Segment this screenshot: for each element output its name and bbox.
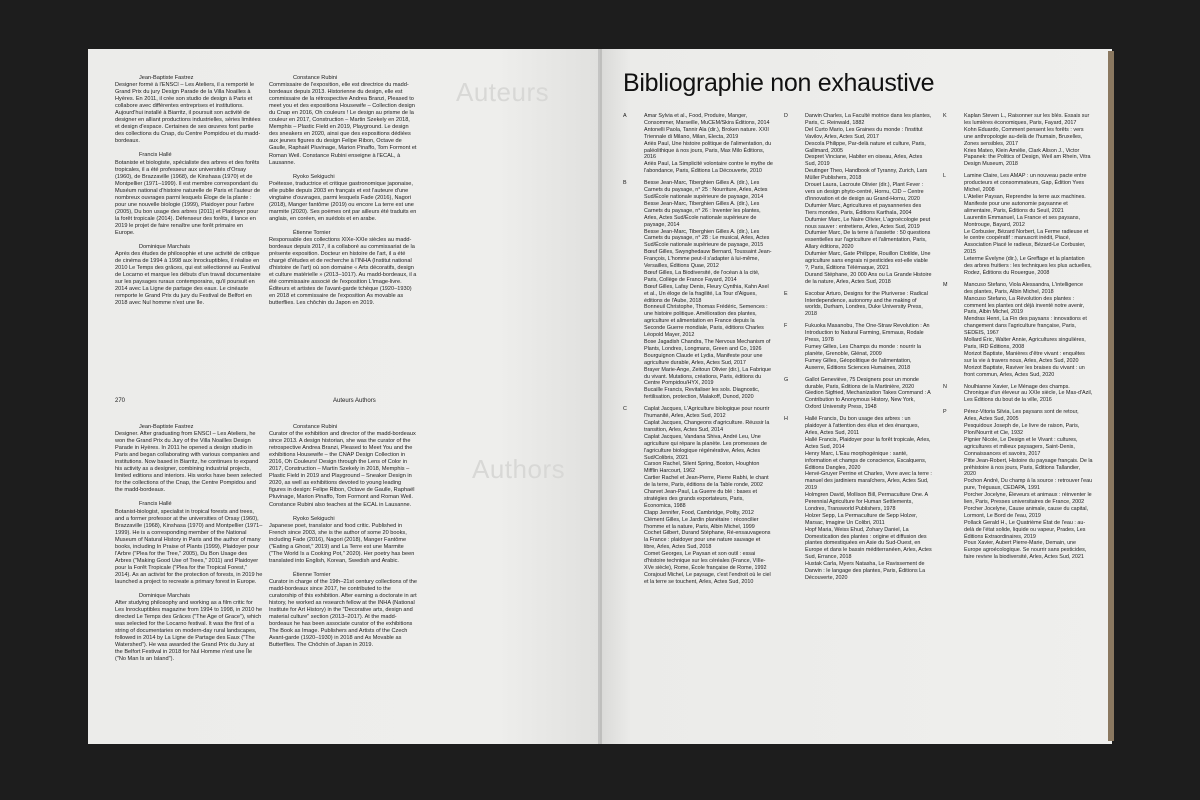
author-name: Dominique Marchais <box>139 593 190 600</box>
bibliography-entry: Descola Philippe, Par-delà nature et culture, Paris, Gallimard, 2005 <box>805 140 926 154</box>
french-bios-column-2 <box>269 75 417 314</box>
author-name: Francis Hallé <box>139 152 172 159</box>
bibliography-entry: Dufumier Marc, Gate Philippe, Rouillon Clotilde, Une agriculture sans engrais ni pesticides est-elle viable ?, Paris, Éditions Télémaque, 2021 <box>805 251 931 271</box>
bibliography-entry: Mendras Henri, La Fin des paysans : innovations et changement dans l'agriculture française, Paris, SEDEIS, 1967 <box>964 316 1087 337</box>
bibliography-entry: Mancuso Stefano, La Révolution des plantes : comment les plantes ont déjà inventé notre avenir, Paris, Albin Michel, 2019 <box>964 295 1085 316</box>
bibliography-entry: Porcher Jocelyne, Éleveurs et animaux : réinventer le lien, Paris, Presses universitaires de France, 2002 <box>964 492 1092 506</box>
right-page <box>600 49 1112 744</box>
section-label: Auteurs Authors <box>333 398 376 404</box>
bibliography-entry: Pitte Jean-Robert, Histoire du paysage français. De la préhistoire à nos jours, Paris, Éditions Tallandier, 2020 <box>964 457 1093 478</box>
bibliography-entry: Escobar Arturo, Designs for the Pluriverse : Radical Interdependence, autonomy and the making of worlds, Durham, Londres, Duke University Press, 2018 <box>805 290 928 318</box>
bibliography-entry: Bœuf Gilles, La Biodiversité, de l'océan à la cité, Paris, Collège de France Fayard, 2014 <box>644 269 760 283</box>
bibliography-entry: Hustak Carla, Myers Natasha, Le Ravissement de Darwin : le langage des plantes, Paris, Éditions La Découverte, 2020 <box>805 561 926 581</box>
author-name: Dominique Marchais <box>139 244 190 251</box>
bibliography-letter-group <box>784 113 932 286</box>
author-bio <box>269 174 417 223</box>
bibliography-entry: Kries Mateo, Klein Amélie, Clark Alison J., Victor Papanek: the Politics of Design, Weil am Rhein, Vitra Design Museum, 2018 <box>964 147 1091 168</box>
bibliography-letter: C <box>623 406 627 413</box>
bibliography-entry: Dufumier Marc, Le Naire Olivier, L'agroécologie peut nous sauver : entretiens, Arles, Actes Sud, 2019 <box>805 216 931 230</box>
bibliography-letter-group <box>784 416 932 582</box>
author-bio-text: Designer formé à l'ENSCI – Les Ateliers, il a remporté le Grand Prix du jury Design Parade de la Villa Noailles à Hyères. En 2011, il crée son studio de design à Paris et collabore avec différentes entreprises et institutions. Aujourd'hui installé à Biarritz, il poursuit son activité de designer en alliant productions industrielles, séries limitées et design d'espace. Certaines de ses œuvres font partie des collections du Cnap, du Centre Pompidou et du madd-bordeaux. <box>115 82 261 145</box>
author-name: Étienne Tornier <box>293 229 331 236</box>
bibliography-entry: Brayer Marie-Ange, Zeitoun Olivier (dir.), La Fabrique du vivant. Mutations, créations, Paris, éditions du Centre Pompidou/HYX, 2019 <box>644 366 772 387</box>
author-bio-text: Curator in charge of the 19th–21st century collections of the madd-bordeaux since 2017, he contributed to the curatorship of this exhibition. After earning a doctorate in art history, he worked as research fellow at the INHA (National Institute for Art History) in the "Decorative arts, design and material culture" section (2013–2017). At the madd-bordeaux he has been associate curator of the exhibitions The Book as Image. Publishers and Artists of the Czech Avant-garde (1920–1930) in 2018 and As Movable as Butterflies. The Chôchin of Japan in 2019. <box>269 578 418 649</box>
author-bio-text: After studying philosophy and working as a film critic for Les Inrockuptibles magazine from 1994 to 1998, in 2010 he directed Le Temps des Grâces ("The Age of Grace"), which was selected for the Locarno festival. It was the first of a string of documentaries on modern-day rural landscapes, followed in 2014 by La Ligne de Partage des Eaux ("The Watershed"). He was awarded the Grand Prix du Jury at the Belfort Festival in 2018 for Nul Homme n'est une Île ("No Man Is an Island"). <box>115 600 263 663</box>
author-bio <box>115 501 263 586</box>
bibliography-letter: A <box>623 113 627 119</box>
bibliography-entry: Pollack Gerald H., Le Quatrième État de l'eau : au-delà de l'état solide, liquide ou vapeur, Prades, Les Éditions Extraordinaires, 2019 <box>964 519 1086 540</box>
bibliography-entry: Kaplan Steven L., Raisonner sur les blés. Essais sur les lumières économiques, Paris, Fayard, 2017 <box>964 113 1090 126</box>
author-name: Étienne Tornier <box>293 571 331 578</box>
bibliography-entry: Pesquidoux Joseph de, Le livre de raison, Paris, Plon/Nourrit et Cie, 1932 <box>964 423 1080 436</box>
bibliography-entry: Caplat Jacques, Vandana Shiva, André Leu, Une agriculture qui répare la planète. Les promesses de l'agriculture biologique régénérative, Arles, Actes Sud/Colibris, 2021 <box>644 433 767 461</box>
bibliography-letter-group <box>623 180 773 401</box>
author-bio <box>115 244 263 307</box>
author-bio-text: Designer. After graduating from ENSCI – Les Ateliers, he won the Grand Prix du Jury of the Villa Noailles Design Parade in Hyères. In 2011 he opened a design studio in Paris and began collaborating with various companies and institutions. Now based in Biarritz, he continues to expand his activity as a designer, combining industrial projects, limited editions and interiors. His works have been selected for the collections of the Cnap, the Centre Pompidou and the madd-bordeaux. <box>115 431 262 494</box>
bibliography-entry: Kohn Eduardo, Comment pensent les forêts : vers une anthropologie au-delà de l'humain, Bruxelles, Zones sensibles, 2017 <box>964 126 1084 147</box>
english-bios-column-1 <box>115 424 263 671</box>
bibliography-column-1 <box>623 113 773 591</box>
bibliography-letter-group <box>943 173 1093 277</box>
bibliography-letter-group <box>784 291 932 319</box>
author-name: Jean-Baptiste Fastrez <box>139 424 194 430</box>
bibliography-entry: Bose Jagadish Chandra, The Nervous Mechanism of Plants, Londres, Longmans, Green and Co, 1926 <box>644 339 771 352</box>
bibliography-entry: Hopf Maria, Weiss Ehud, Zohary Daniel, La Domestication des plantes : origine et diffusion des plantes domestiquées en Asie du Sud-Ouest, en Europe et dans le bassin méditerranéen, Arles, Actes Sud, Errance, 2018 <box>805 526 932 561</box>
bibliography-entry: Deutinger Theo, Handbook of Tyranny, Zurich, Lars Müller Publishers, 2018 <box>805 168 928 182</box>
author-bio <box>115 75 263 145</box>
author-bio <box>269 572 417 650</box>
page-edge <box>1108 51 1114 741</box>
author-bio-text: Poétesse, traductrice et critique gastronomique japonaise, elle publie depuis 2003 en français et est l'auteure d'une vingtaine d'ouvrages, parmi lesquels Fade (2016), Nagori (2018), Manger fantôme (2019) ou encore La terre est une marmite (2020). Ses poèmes ont par ailleurs été traduits en anglais, en coréen, en suédois et en arabe. <box>269 180 417 222</box>
bibliography-entry: Amar Sylvia et al., Food, Produire, Manger, Consommer, Marseille, MuCEM/Skira Éditions, 2014 <box>644 113 770 126</box>
author-name: Ryoko Sekiguchi <box>293 515 335 522</box>
bibliography-entry: Henry Marc, L'Eau morphogénique : santé, information et champs de conscience, Escalquens, Éditions Dangles, 2020 <box>805 450 927 471</box>
bibliography-letter: P <box>943 409 947 416</box>
bibliography-letter: G <box>784 376 789 383</box>
bibliography-entry: Clapp Jennifer, Food, Cambridge, Polity, 2012 <box>644 509 754 516</box>
bibliography-entry: Besse Jean-Marc, Tiberghien Gilles A. (dir.), Les Carnets du paysage, n° 25 : Nourriture, Arles, Actes Sud/École nationale supérieure de paysage, 2014 <box>644 180 768 200</box>
bibliography-entry: Cochet Gilbert, Durand Stéphane, Ré-ensauvageons la France : plaidoyer pour une nature sauvage et libre, Arles, Actes Sud, 2018 <box>644 530 771 551</box>
bibliography-entry: Ariès Paul, Une histoire politique de l'alimentation, du paléolithique à nos jours, Paris, Max Milo Éditions, 2016 <box>644 140 772 161</box>
author-name: Francis Hallé <box>139 501 172 508</box>
page-number: 270 <box>115 398 126 404</box>
bibliography-letter: H <box>784 416 788 423</box>
bibliography-entry: Charvet Jean-Paul, La Guerre du blé : bases et stratégies des grands exportateurs, Paris, Économica, 1988 <box>644 489 757 509</box>
bibliography-entry: Le Corbusier, Bézard Norbert, La Ferme radieuse et le centre coopératif : manuscrit inédit, Piacé, Association Piacé le radieux, Bézard-Le Corbusier, 2015 <box>964 228 1089 256</box>
bibliography-entry: Laurentin Emmanuel, La France et ses paysans, Montrouge, Bayard, 2012 <box>964 214 1080 228</box>
bibliography-entry: Comet Georges, Le Paysan et son outil : essai d'histoire technique sur les céréales (France, VIIIe-XVe siècle), Rome, École française de Rome, 1992 <box>644 551 767 571</box>
bibliography-entry: Porcher Jocelyne, Cause animale, cause du capital, Lormont, Le Bord de l'eau, 2019 <box>964 505 1089 519</box>
bibliography-letter-group <box>943 384 1093 405</box>
bibliography-entry: Poux Xavier, Aubert Pierre-Marie, Demain, une Europe agroécologique. Se nourrir sans pesticides, faire revivre la biodiversité, Arles, Actes Sud, 2021 <box>964 540 1087 561</box>
bibliography-entry: Dufumier Marc, De la terre à l'assiette : 50 questions essentielles sur l'agriculture et l'alimentation, Paris, Allary éditions, 2020 <box>805 230 931 251</box>
author-bio <box>115 152 263 237</box>
bibliography-entry: Fumey Gilles, Géopolitique de l'alimentation, Auxerre, Éditions Sciences Humaines, 2018 <box>805 357 912 371</box>
bibliography-entry: Mancuso Stefano, Viola Alessandra, L'intelligence des plantes, Paris, Albin Michel, 2018 <box>964 281 1084 295</box>
bibliography-entry: Besse Jean-Marc, Tiberghien Gilles A. (dir.), Les Carnets du paysage, n° 26 : Inventer les plantes, Arles, Actes Sud/École nationale supérieure de paysage, 2014 <box>644 200 761 228</box>
bibliography-entry: Bourguignon Claude et Lydia, Manifeste pour une agriculture durable, Arles, Actes Sud, 2017 <box>644 352 763 366</box>
bibliography-entry: Pochon André, Du champ à la source : retrouver l'eau pure, Tréguaux, CEDAPA, 1991 <box>964 478 1093 492</box>
bibliography-letter-group <box>943 113 1093 168</box>
bibliography-letter: K <box>943 113 947 119</box>
bibliography-entry: Darwin Charles, La Faculté motrice dans les plantes, Paris, C. Reinwald, 1882 <box>805 113 932 126</box>
author-name: Constance Rubini <box>293 424 338 430</box>
bibliography-entry: Corajoud Michel, Le paysage, c'est l'endroit où le ciel et la terre se touchent, Arles, Actes Sud, 2010 <box>644 571 771 585</box>
bibliography-entry: Giedion Sigfried, Mechanization Takes Command : A Contribution to Anonymous History, New York, Oxford University Press, 1948 <box>805 390 931 411</box>
bibliography-entry: Durand Stéphane, 20 000 Ans ou La Grande Histoire de la nature, Arles, Actes Sud, 2018 <box>805 271 932 285</box>
bibliography-letter-group <box>623 406 773 586</box>
bibliography-letter-group <box>623 113 773 175</box>
bibliography-entry: L'Atelier Paysan, Reprendre la terre aux machines. Manifeste pour une autonomie paysanne et alimentaire, Paris, Éditions du Seuil, 2021 <box>964 193 1086 214</box>
bibliography-entry: Leterme Évelyne (dir.), Le Greffage et la plantation des arbres fruitiers : les techniques les plus actuelles, Rodez, Éditions du Rouergue, 2008 <box>964 256 1092 276</box>
bibliography-entry: Caplat Jacques, L'Agriculture biologique pour nourrir l'humanité, Arles, Actes Sud, 2012 <box>644 406 770 420</box>
bibliography-entry: Noulhianne Xavier, Le Ménage des champs. Chronique d'un éleveur au XXIe siècle, Le Mas-d'Azil, Les Éditions du bout de la ville, 2016 <box>964 383 1093 404</box>
bibliography-column-2 <box>784 113 932 587</box>
bibliography-entry: Bœuf Gilles, Swynghedauw Bernard, Toussaint Jean-François, L'homme peut-il s'adapter à lui-même, Versailles, Éditions Quae, 2012 <box>644 249 772 270</box>
author-name: Constance Rubini <box>293 75 338 81</box>
english-bios-column-2 <box>269 424 417 656</box>
bibliography-entry: Lamine Claire, Les AMAP : un nouveau pacte entre producteurs et consommateurs, Gap, Édition Yves Michel, 2008 <box>964 173 1087 194</box>
bibliography-entry: Ariès Paul, La Simplicité volontaire contre le mythe de l'abondance, Paris, Éditions La Découverte, 2010 <box>644 161 773 175</box>
ghost-heading-top: Auteurs <box>456 77 550 107</box>
bibliography-letter: L <box>943 173 946 180</box>
bibliography-entry: Carson Rachel, Silent Spring, Boston, Houghton Mifflin Harcourt, 1962 <box>644 461 760 475</box>
bibliography-entry: Fukuoka Masanobu, The One-Straw Revolution : An Introduction to Natural Farming, Emmaus, Rodale Press, 1978 <box>805 323 930 344</box>
bibliography-entry: Holmgren David, Mollison Bill, Permaculture One. A Perennial Agriculture for Human Settlements, Londres, Transworld Publishers, 1978 <box>805 492 928 512</box>
left-page <box>88 49 600 744</box>
bibliography-entry: Holzer Sepp, La Permaculture de Sepp Holzer, Marsac, Imagine Un Colibri, 2011 <box>805 512 918 526</box>
bibliography-entry: Caplat Jacques, Changeons d'agriculture. Réussir la transition, Arles, Actes Sud, 2014 <box>644 419 770 433</box>
bibliography-letter: E <box>784 290 788 297</box>
bibliography-entry: Clément Gilles, Le Jardin planétaire : réconcilier l'homme et la nature, Paris, Albin Michel, 1999 <box>644 516 759 530</box>
author-name: Ryoko Sekiguchi <box>293 173 335 180</box>
author-bio <box>269 75 417 167</box>
ghost-heading-bottom: Authors <box>472 454 566 484</box>
author-bio-text: Botaniste et biologiste, spécialiste des arbres et des forêts tropicales, il a été professeur aux universités d'Orsay (1960), de Brazzaville (1968), de Kinshasa (1970) et de Montpellier (1971–1999). Il est membre correspondant du Muséum national d'histoire naturelle de Paris et l'auteur de nombreux ouvrages parmi lesquels Éloge de la plante : pour une nouvelle biologie (1999), Plaidoyer pour l'arbre (2005), Du bon usage des arbres (2011) et Plaidoyer pour la forêt tropicale (2014). Défenseur des forêts, il lance en 2019 le projet de faire renaître une forêt primaire en Europe. <box>115 159 261 236</box>
author-bio <box>269 516 417 565</box>
bibliography-entry: Hervé-Gruyer Perrine et Charles, Vivre avec la terre : manuel des jardiniers maraîchers, Arles, Actes Sud, 2019 <box>805 471 932 492</box>
bibliography-entry: Morizot Baptiste, Manières d'être vivant : enquêtes sur la vie à travers nous, Arles, Actes Sud, 2020 <box>964 350 1085 364</box>
author-bio-text: Responsable des collections XIXe-XXIe siècles au madd-bordeaux depuis 2017, il a collaboré au commissariat de la présente exposition. Docteur en histoire de l'art, il a été chargé d'études et de recherche à l'INHA (Institut national d'histoire de l'art) où son domaine « Arts décoratifs, design et culture matérielle » (2013–1017). Au madd-bordeaux, il a été commissaire associé de l'exposition L'image-livre. Éditeurs et artistes de l'avant-garde tchèque (1920–1930) en 2018 et commissaire de l'exposition As movable as butterflies. Les chôchin du Japon en 2019. <box>269 236 417 307</box>
bibliography-entry: Dufumier Marc, Agricultures et paysanneries des Tiers mondes, Paris, Éditions Karthala, 2004 <box>805 202 922 216</box>
author-bio <box>115 593 263 663</box>
bibliography-entry: Pignier Nicole, Le Design et le Vivant : cultures, agricultures et milieux paysagers, Saint-Denis, Connaissances et savoirs, 2017 <box>964 436 1078 457</box>
author-bio-text: Botanist-biologist, specialist in tropical forests and trees, and a former professor at the universities of Orsay (1960), Brazzaville (1968), Kinshasa (1970) and Montpellier (1971–1999). He is a corresponding member of the National Museum of Natural History in Paris and the author of many books, including In Praise of Plants (1999), Plaidoyer pour l'Arbre ("Plea for the Tree," 2005), Du Bon Usage des Arbres ("Making Good Use of Trees," 2011) and Plaidoyer pour la Forêt Tropicale ("Plea for the Tropical Forest," 2014). As an activist for the protection of forests, in 2019 he launched a project to recreate a primary forest in Europe. <box>115 508 263 585</box>
bibliography-entry: Bœuf Gilles, Lafay Denis, Fleury Cynthia, Kahn Axel et al., Un éloge de la fragilité, La Tour d'Aigues, éditions de l'Aube, 2018 <box>644 283 769 304</box>
author-bio-text: Commissaire de l'exposition, elle est directrice du madd-bordeaux depuis 2013. Historienne du design, elle est commissaire de la rétrospective Andrea Branzi, Pleased to meet you et des expositions Housewife – Collection design du Cnap en 2016, Oh couleurs ! Le design au prisme de la couleur en 2017, Construction – Martin Szekely en 2018, Memphis – Plastic Field en 2019, Playground. Le design des sneakers en 2020, ainsi que des expositions dédiées aux jeunes figures du design Felipe Ribon, Octave de Gaulle, Raphaël Pluvinage, Marion Pinaffo, Tom Formont et Roman Weil. Constance Rubini enseigne à l'ECAL, à Lausanne. <box>269 82 417 166</box>
bibliography-letter-group <box>943 282 1093 379</box>
bibliography-entry: Hallé Francis, Plaidoyer pour la forêt tropicale, Arles, Actes Sud, 2014 <box>805 436 931 450</box>
bibliography-title: Bibliographie non exhaustive <box>623 69 935 97</box>
bibliography-entry: Pérez-Vitoria Silvia, Les paysans sont de retour, Arles, Actes Sud, 2005 <box>964 409 1079 423</box>
author-bio <box>269 230 417 308</box>
bibliography-entry: Cartier Rachel et Jean-Pierre, Pierre Rabhi, le chant de la terre, Paris, éditions de la Table ronde, 2002 <box>644 475 769 489</box>
bibliography-entry: Morizot Baptiste, Raviver les braises du vivant : un front commun, Arles, Actes Sud, 2020 <box>964 364 1085 378</box>
bibliography-entry: Despret Vinciane, Habiter en oiseau, Arles, Actes Sud, 2019 <box>805 154 923 168</box>
author-bio-text: Japanese poet, translator and food critic. Published in French since 2003, she is the author of some 20 books, including Fade (2016), Nagori (2018), Manger Fantôme ("Eating a Ghost," 2019) and La Terre est une Marmite ("The World Is a Cooking Pot," 2020). Her poetry has been translated into English, Korean, Swedish and Arabic. <box>269 522 415 564</box>
bibliography-entry: Del Curto Mario, Les Graines du monde : l'institut Vavilov, Arles, Actes Sud, 2017 <box>805 126 923 140</box>
author-bio-text: Après des études de philosophie et une activité de critique de cinéma de 1994 à 1998 aux Inrockuptibles, il réalise en 2010 Le Temps des grâces, qui est sélectionné au Festival de Locarno et marque les débuts d'un travail documentaire sur les paysages ruraux contemporains, qu'il poursuit en 2014 avec La Ligne de partage des eaux. Le cinéaste remporte le Grand Prix du jury du Festival de Belfort en 2018 avec Nul homme n'est une île. <box>115 251 261 307</box>
bibliography-entry: Drouet Laura, Lacroute Olivier (dir.), Plant Fever : vers un design phyto-centré, Hornu, CID – Centre d'innovation et de design au Grand-Hornu, 2020 <box>805 182 924 202</box>
bibliography-letter: N <box>943 383 947 390</box>
author-name: Jean-Baptiste Fastrez <box>139 75 194 81</box>
author-bio <box>269 424 417 509</box>
bibliography-entry: Bonneuil Christophe, Thomas Frédéric, Semences : une histoire politique. Amélioration des plantes, agriculture et alimentation en France depuis la Seconde Guerre mondiale, Paris, éditions Charles Léopold Mayer, 2012 <box>644 304 768 339</box>
author-bio <box>115 424 263 494</box>
bibliography-letter-group <box>784 323 932 371</box>
bibliography-entry: Fumey Gilles, Les Champs du monde : nourrir la planète, Grenoble, Glénat, 2009 <box>805 344 921 357</box>
author-bio-text: Curator of the exhibition and director of the madd-bordeaux since 2013. A design historian, she was the curator of the retrospective Andrea Branzi, Pleased to Meet You and the exhibitions Housewife – the CNAP Design Collection in 2016, Oh Couleurs! Design through the Lens of Color in 2017, Construction – Martin Szekely in 2018, Memphis – Plastic Field in 2019 and Playground – Sneaker Design in 2020, as well as exhibitions devoted to young leading figures in design: Felipe Ribon, Octave de Gaulle, Raphaël Pluvinage, Marion Pinaffo, Tom Formont and Roman Weil. Constance Rubini also teaches at the ECAL in Lausanne. <box>269 431 416 508</box>
bibliography-entry: Mollard Éric, Walter Annie, Agricultures singulières, Paris, IRD Éditions, 2008 <box>964 337 1086 350</box>
bibliography-entry: Besse Jean-Marc, Tiberghien Gilles A. (dir.), Les Carnets du paysage, n° 28 : Le musical, Arles, Actes Sud/École nationale supérieure de paysage, 2015 <box>644 228 770 249</box>
bibliography-letter-group <box>943 409 1093 561</box>
bibliography-column-3 <box>943 113 1093 566</box>
french-bios-column-1 <box>115 75 263 314</box>
bibliography-letter: M <box>943 281 948 288</box>
bibliography-letter: F <box>784 323 788 330</box>
bibliography-entry: Bucaille Francis, Revitaliser les sols. Diagnostic, fertilisation, protection, Malakoff, Dunod, 2020 <box>644 387 760 401</box>
bibliography-letter-group <box>784 377 932 412</box>
bibliography-entry: Gallot Geneviève, 75 Designers pour un monde durable, Paris, Éditions de la Martinière, 2020 <box>805 376 919 390</box>
book-spread <box>88 49 1112 744</box>
gutter-shadow <box>598 49 602 744</box>
bibliography-letter: D <box>784 113 788 119</box>
bibliography-entry: Hallé Francis, Du bon usage des arbres : un plaidoyer à l'attention des élus et des énarques, Arles, Actes Sud, 2011 <box>805 416 920 436</box>
bibliography-entry: Antonelli Paola, Tannir Ala (dir.), Broken nature. XXII Triennale di Milano, Milan, Electa, 2019 <box>644 126 769 140</box>
bibliography-letter: B <box>623 180 627 187</box>
